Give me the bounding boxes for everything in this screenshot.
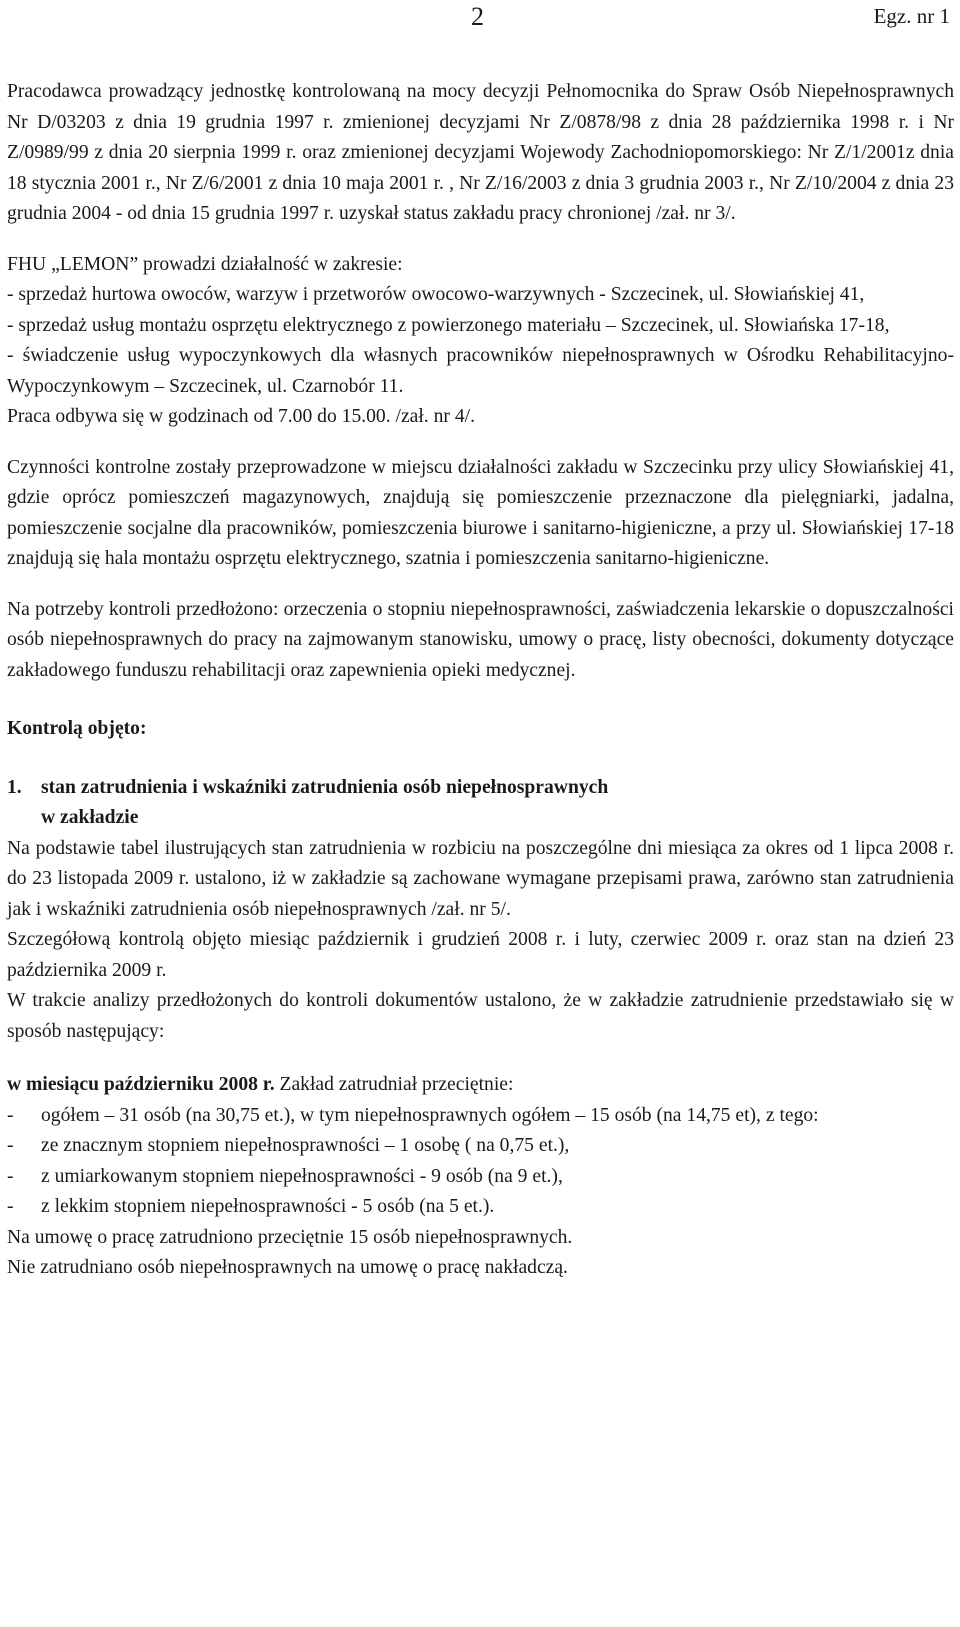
activity-item: - sprzedaż usług montażu osprzętu elektrycznego z powierzonego materiału – Szczecinek, ul. Słowiańska 17-18,: [7, 314, 890, 336]
scope-heading: Kontrolą objęto:: [7, 718, 147, 739]
section-heading: [7, 773, 954, 804]
activity-item: - świadczenie usług wypoczynkowych dla własnych pracowników niepełnosprawnych w Ośrodku Rehabilitacyjno-Wypoczynkowym – Szczecinek, ul. Czarnobór 11.: [7, 345, 954, 397]
section-title: stan zatrudnienia i wskaźniki zatrudnienia osób niepełnosprawnych: [41, 776, 609, 798]
section-title-continuation: w zakładzie: [41, 807, 139, 828]
document-body: [7, 77, 954, 1284]
non-contract-note: Nie zatrudniano osób niepełnosprawnych na umowę o pracę nakładczą.: [7, 1257, 568, 1278]
intro-paragraph: Pracodawca prowadzący jednostkę kontrolowaną na mocy decyzji Pełnomocnika do Spraw Osób Niepełnosprawnych Nr D/03203 z dnia 19 grudnia 1997 r. zmienionej decyzjami Nr Z/0878/98 z dnia 28 października 1998 r. i Nr Z/0989/99 z dnia 20 sierpnia 1999 r. oraz zmienionej decyzjami Wojewody Zachodniopomorskiego: Nr Z/1/2001z dnia 18 stycznia 2001 r., Nr Z/6/2001 z dnia 10 maja 2001 r. , Nr Z/16/2003 z dnia 3 grudnia 2003 r., Nr Z/10/2004 z dnia 23 grudnia 2004 - od dnia 15 grudnia 1997 r. uzyskał status zakładu pracy chronionej /zał. nr 3/.: [7, 81, 954, 224]
employment-list-item: [7, 1101, 954, 1132]
list-item-text: ze znacznym stopniem niepełnosprawności – 1 osobę ( na 0,75 et.),: [41, 1135, 570, 1156]
month-lead: Zakład zatrudniał przeciętnie:: [274, 1074, 514, 1095]
month-label: w miesiącu październiku 2008 r.: [7, 1074, 275, 1095]
october-summary: [7, 1070, 954, 1101]
employment-list-item: [7, 1131, 954, 1162]
employment-list-item: [7, 1162, 954, 1193]
list-dash: -: [7, 1165, 14, 1187]
submitted-documents-paragraph: Na potrzeby kontroli przedłożono: orzeczenia o stopniu niepełnosprawności, zaświadczenia lekarskie o dopuszczalności osób niepełnosprawnych do pracy na zajmowanym stanowisku, umowy o pracę, listy obecności, dokumenty dotyczące zakładowego funduszu rehabilitacji oraz zapewnienia opieki medycznej.: [7, 598, 954, 681]
contract-note: Na umowę o pracę zatrudniono przeciętnie 15 osób niepełnosprawnych.: [7, 1226, 573, 1248]
employment-paragraph: Na podstawie tabel ilustrujących stan zatrudnienia w rozbiciu na poszczególne dni miesiąca za okres od 1 lipca 2008 r. do 23 listopada 2009 r. ustalono, iż w zakładzie są zachowane wymagane przepisami prawa, zarówno stan zatrudnienia jak i wskaźniki zatrudnienia osób niepełnosprawnych /zał. nr 5/.: [7, 837, 954, 920]
analysis-paragraph: W trakcie analizy przedłożonych do kontroli dokumentów ustalono, że w zakładzie zatrudnienie przedstawiało się w sposób następujący:: [7, 990, 954, 1042]
list-dash: -: [7, 1196, 14, 1217]
employment-list-item: [7, 1192, 954, 1223]
copy-number-label: Egz. nr 1: [873, 4, 950, 28]
page-header: [0, 0, 960, 40]
section-number: 1.: [7, 776, 22, 798]
inspection-location-paragraph: Czynności kontrolne zostały przeprowadzone w miejscu działalności zakładu w Szczecinku przy ulicy Słowiańskiej 41, gdzie oprócz pomieszczeń magazynowych, znajdują się pomieszczenie przeznaczone dla pielęgniarki, jadalna, pomieszczenie socjalne dla pracowników, pomieszczenia biurowe i sanitarno-higieniczne, a przy ul. Słowiańskiej 17-18 znajdują się hala montażu osprzętu elektrycznego, szatnia i pomieszczenia sanitarno-higieniczne.: [7, 456, 954, 569]
list-item-text: ogółem – 31 osób (na 30,75 et.), w tym niepełnosprawnych ogółem – 15 osób (na 14,75 et), z tego:: [41, 1104, 819, 1126]
activity-item: - sprzedaż hurtowa owoców, warzyw i przetworów owocowo-warzywnych - Szczecinek, ul. Słowiańskiej 41,: [7, 284, 865, 305]
list-dash: -: [7, 1104, 14, 1126]
list-item-text: z lekkim stopniem niepełnosprawności - 5 osób (na 5 et.).: [41, 1196, 495, 1217]
list-item-text: z umiarkowanym stopniem niepełnosprawności - 9 osób (na 9 et.),: [41, 1165, 563, 1187]
detailed-scope-paragraph: Szczegółową kontrolą objęto miesiąc październik i grudzień 2008 r. i luty, czerwiec 2009 r. oraz stan na dzień 23 października 2009 r.: [7, 929, 954, 981]
working-hours: Praca odbywa się w godzinach od 7.00 do 15.00. /zał. nr 4/.: [7, 406, 475, 427]
activity-lead: FHU „LEMON” prowadzi działalność w zakresie:: [7, 253, 403, 275]
page-number: 2: [471, 2, 484, 31]
list-dash: -: [7, 1135, 14, 1156]
